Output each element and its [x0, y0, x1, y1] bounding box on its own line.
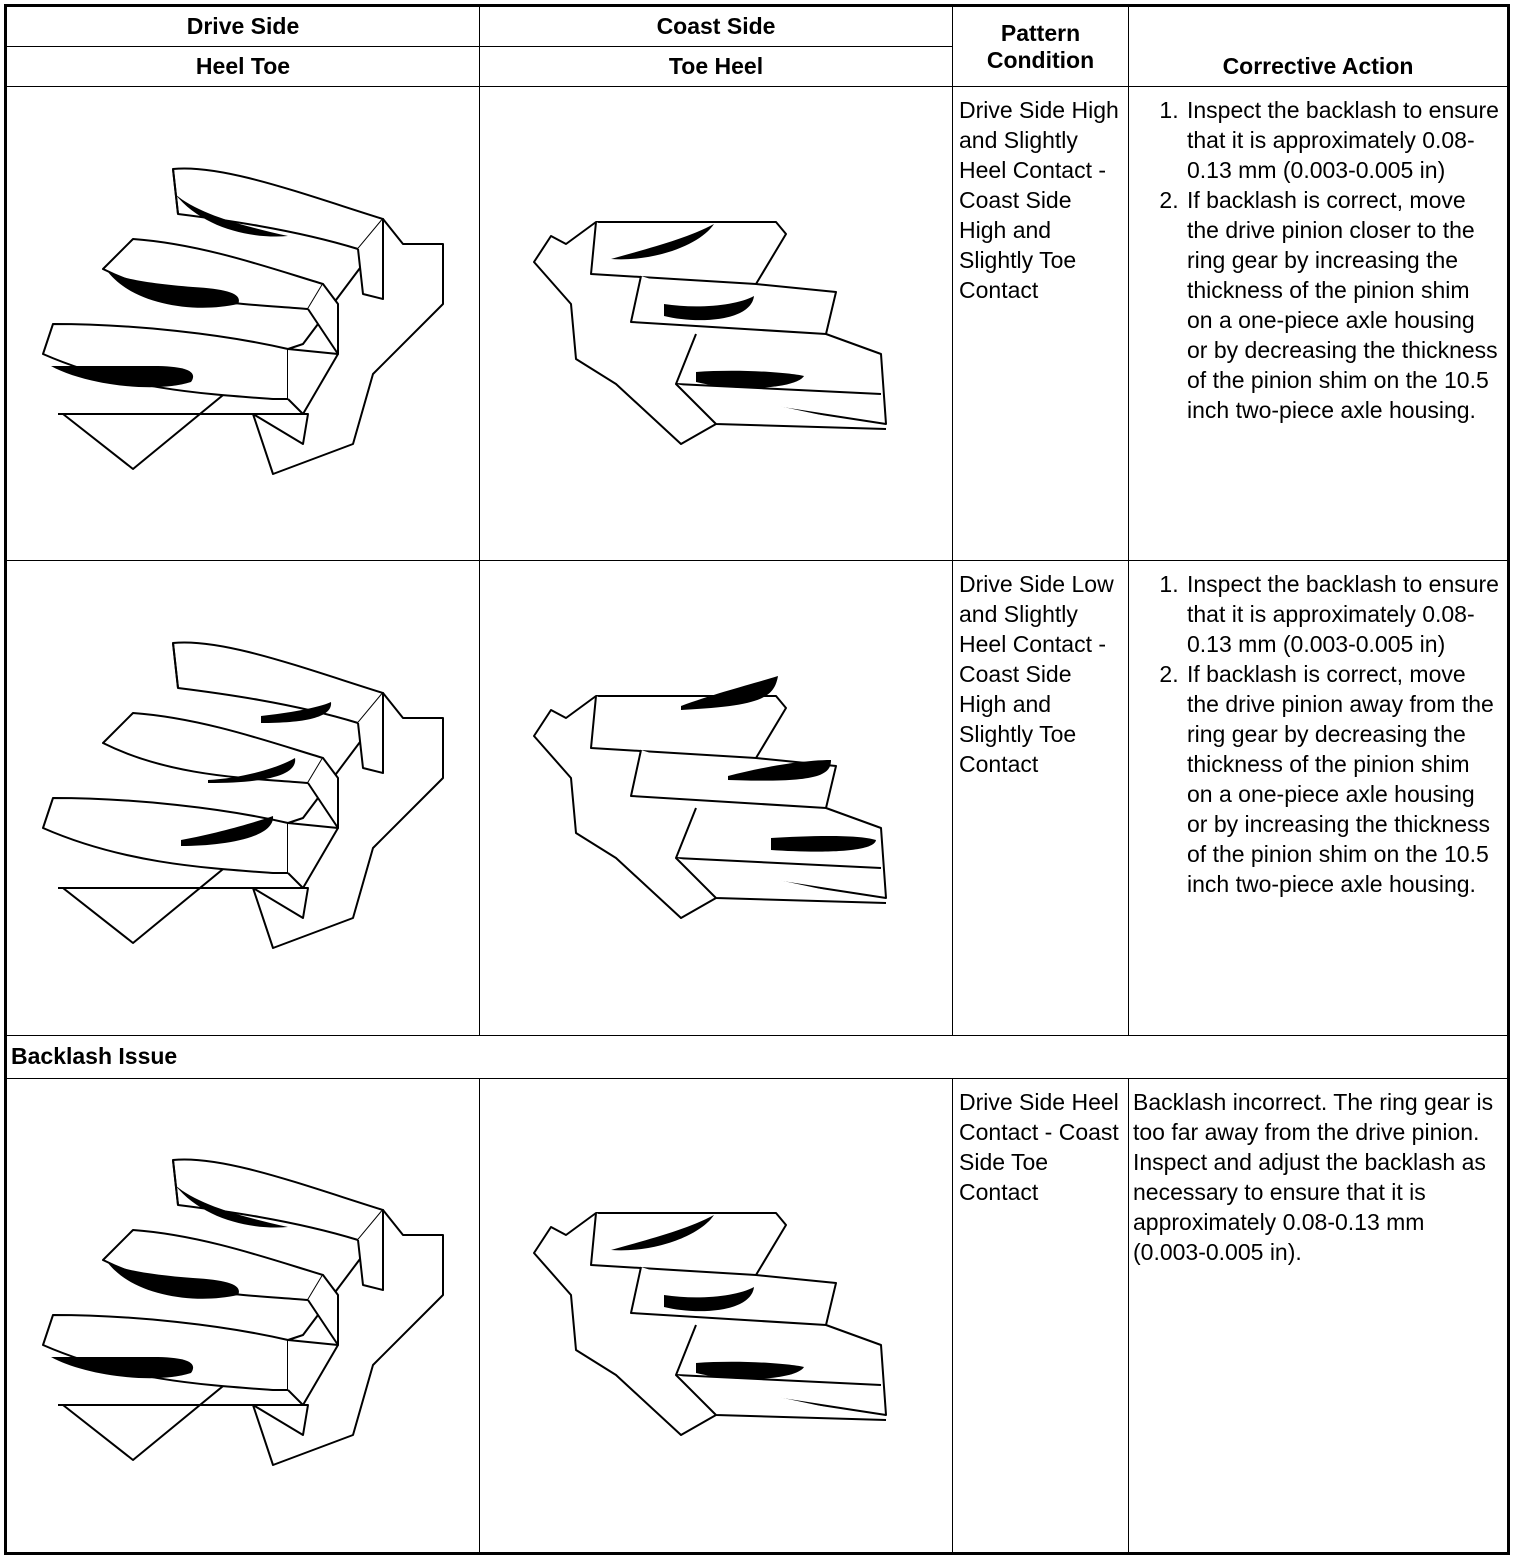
drive-side-pattern-image — [7, 87, 480, 561]
coast-side-header: Coast Side — [480, 7, 953, 47]
pattern-condition-cell: Drive Side Heel Contact - Coast Side Toe Contact — [953, 1078, 1129, 1552]
corrective-action-cell — [1129, 561, 1508, 1035]
action-step: 1. Inspect the backlash to ensure that it is approximately 0.08-0.13 mm (0.003-0.005 in) — [1185, 95, 1501, 185]
corrective-action-cell — [1129, 87, 1508, 561]
coast-side-pattern-image — [480, 87, 953, 561]
action-step: 1. Inspect the backlash to ensure that it is approximately 0.08-0.13 mm (0.003-0.005 in) — [1185, 569, 1501, 659]
pattern-condition-cell: Drive Side Low and Slightly Heel Contact - Coast Side High and Slightly Toe Contact — [953, 561, 1129, 1035]
corrective-action-text: Backlash incorrect. The ring gear is too far away from the drive pinion. Inspect and adjust the backlash as necessary to ensure that it is approximately 0.08-0.13 mm (0.003-0.005 in). — [1133, 1088, 1494, 1265]
coast-side-pattern-image — [480, 561, 953, 1035]
coast-side-subheader: Toe Heel — [480, 47, 953, 87]
drive-side-subheader: Heel Toe — [7, 47, 480, 87]
drive-gear-drawing — [13, 628, 473, 968]
drive-side-pattern-image — [7, 561, 480, 1035]
corrective-action-list — [1133, 569, 1501, 899]
corrective-action-cell — [1129, 1078, 1508, 1552]
drive-side-header: Drive Side — [7, 7, 480, 47]
corrective-action-list — [1133, 95, 1501, 425]
pattern-condition-cell: Drive Side High and Slightly Heel Contact - Coast Side High and Slightly Toe Contact — [953, 87, 1129, 561]
drive-side-pattern-image — [7, 1078, 480, 1552]
pattern-condition-header: Pattern Condition — [953, 7, 1129, 87]
action-step: 2. If backlash is correct, move the drive pinion away from the ring gear by decreasing the thickness of the pinion shim on a one-piece axle housing or by increasing the thickness of the pinion shim on the 10.5 inch two-piece axle housing. — [1185, 659, 1501, 899]
drive-gear-drawing — [13, 154, 473, 494]
coast-gear-drawing — [486, 1145, 946, 1485]
coast-side-pattern-image — [480, 1078, 953, 1552]
backlash-issue-section-title: Backlash Issue — [7, 1035, 1508, 1078]
coast-gear-drawing — [486, 628, 946, 968]
action-step: 2. If backlash is correct, move the drive pinion closer to the ring gear by increasing the thickness of the pinion shim on a one-piece axle housing or by decreasing the thickness of the pinion shim on the 10.5 inch two-piece axle housing. — [1185, 185, 1501, 425]
corrective-action-header: Corrective Action — [1129, 7, 1508, 87]
contact-pattern-table — [6, 6, 1508, 1553]
drive-gear-drawing — [13, 1145, 473, 1485]
coast-gear-drawing — [486, 154, 946, 494]
